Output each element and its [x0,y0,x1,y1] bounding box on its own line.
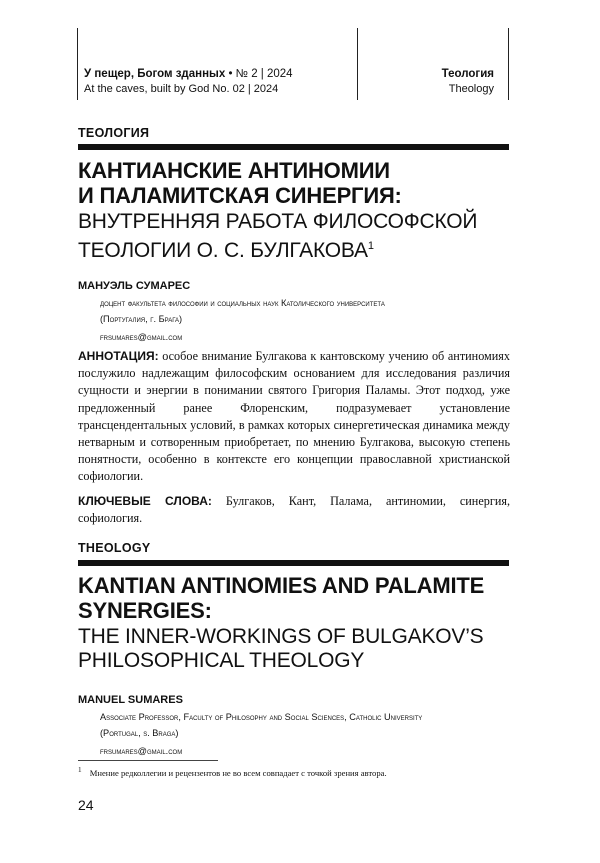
affiliation-en [100,709,520,756]
issue-en: No. 02 | 2024 [212,83,279,95]
section-label-ru: ТЕОЛОГИЯ [78,126,150,140]
abstract-text: особое внимание Булгакова к кантовскому учению об антиномиях послужило надлежащим философским основанием для исследования различия сущности и энергии в понимании святого Григория Паламы. Этот подход, уже предложенный ранее Флоренским, подразумевает установление трансцендентальных условий, в рамках которых синергетическая динамика между нетварным и сотворенным приобретает, по мнению Булгакова, высокую степень понятности, особенно в контексте его концепции православной христианской софиологии. [78,349,510,484]
affiliation-ru [100,295,520,342]
email-en[interactable]: frsumares@gmail.com [100,746,183,756]
affil-en-line1: Associate Professor, Faculty of Philosophy and Social Sciences, Catholic University [100,712,423,722]
issue-ru: • № 2 | 2024 [228,68,293,80]
author-en: MANUEL SUMARES [78,694,183,706]
subtitle-en-line2: PHILOSOPHICAL THEOLOGY [78,649,365,672]
email-ru[interactable]: frsumares@gmail.com [100,332,183,342]
title-en-line1: KANTIAN ANTINOMIES AND PALAMITE [78,573,485,598]
keywords-text: Булгаков, Кант, Палама, антиномии, синергия, софиология. [78,494,511,526]
section-rule-ru [78,144,509,150]
section-rule-en [78,560,509,566]
keywords-ru [78,493,510,527]
title-en-line2: SYNERGIES: [78,598,212,623]
abstract-label: АННОТАЦИЯ: [78,349,159,363]
journal-name-en: At the caves, built by God [84,83,210,95]
affil-en-line2: (Portugal, s. Braga) [100,728,179,738]
footnote [78,766,387,778]
footnote-text: Мнение редколлегии и рецензентов не во всем совпадает с точкой зрения автора. [89,767,387,778]
journal-line-ru [84,68,293,80]
journal-line-en [84,83,293,95]
page-number: 24 [78,797,94,813]
footnote-rule [78,760,218,761]
subtitle-ru-line2-wrap [78,234,518,263]
running-header-right [418,68,494,95]
running-header-left [84,68,293,95]
journal-name-ru: У пещер, Богом зданных [84,68,226,80]
author-ru: МАНУЭЛЬ СУМАРЕС [78,280,191,292]
subtitle-ru-line1: ВНУТРЕННЯЯ РАБОТА ФИЛОСОФСКОЙ [78,210,478,233]
article-title-en [78,573,518,673]
affil-ru-line1: доцент факультета философии и социальных наук Католического университета [100,298,385,308]
title-ru-line2: И ПАЛАМИТСКАЯ СИНЕРГИЯ: [78,183,402,208]
footnote-ref[interactable]: 1 [367,240,374,252]
section-ru-header: Теология [441,68,494,80]
subtitle-ru-line2: ТЕОЛОГИИ О. С. БУЛГАКОВА [78,239,368,262]
section-label-en: THEOLOGY [78,541,151,555]
title-ru-line1: КАНТИАНСКИЕ АНТИНОМИИ [78,158,390,183]
article-title-ru [78,158,518,263]
header-mid-line [357,28,358,100]
keywords-label: КЛЮЧЕВЫЕ СЛОВА: [78,494,212,508]
section-en-header: Theology [448,83,494,95]
header-left-line [77,28,78,100]
footnote-mark: 1 [78,766,82,774]
header-right-line [508,28,509,100]
affil-ru-line2: (Португалия, г. Брага) [100,314,183,324]
subtitle-en-line1: THE INNER-WORKINGS OF BULGAKOV’S [78,625,484,648]
abstract-ru [78,348,510,486]
